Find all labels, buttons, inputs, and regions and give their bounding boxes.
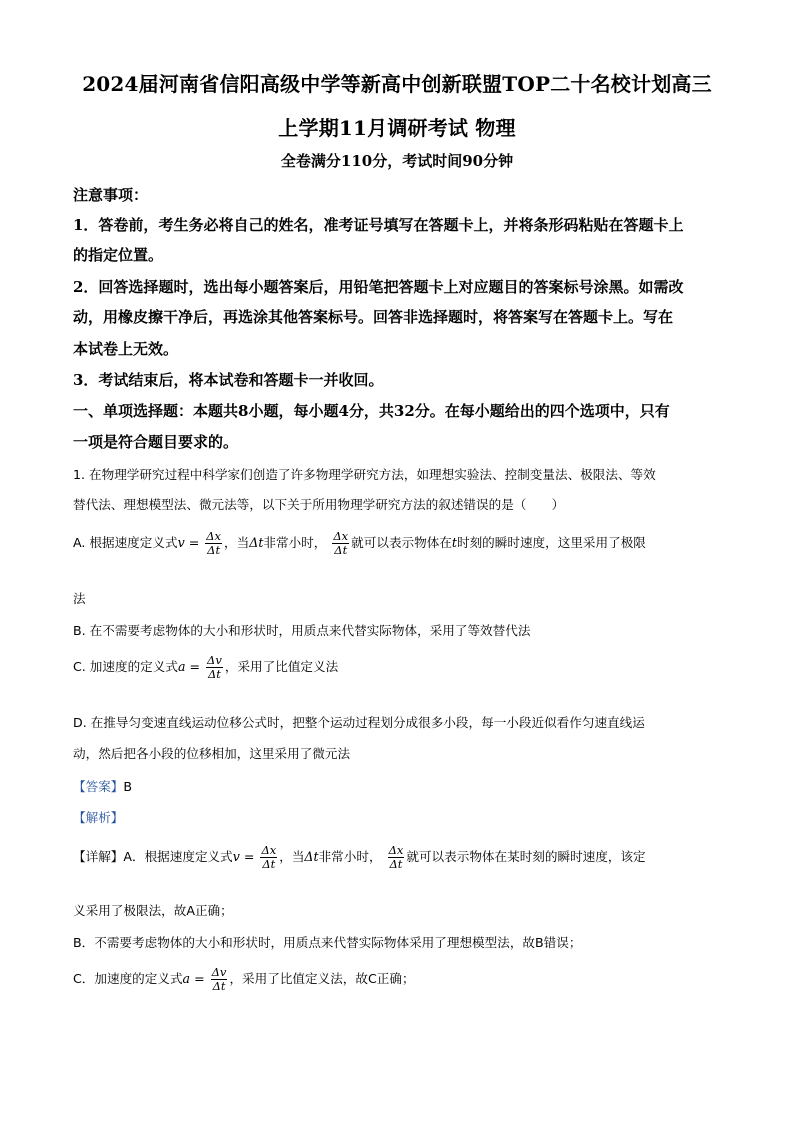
title-line-1: 2024届河南省信阳高级中学等新高中创新联盟TOP二十名校计划高三: [82, 72, 712, 96]
detail-a-post: 就可以表示物体在某时刻的瞬时速度，该定: [406, 849, 646, 865]
detail-b: B．不需要考虑物体的大小和形状时，用质点来代替实际物体采用了理想模型法，故B错误；: [73, 935, 582, 950]
acceleration-symbol: a: [182, 971, 191, 987]
option-a-mid2: 非常小时，: [263, 535, 327, 551]
time-symbol: t: [451, 535, 457, 551]
fraction-dv-dt: [206, 654, 223, 681]
option-a-post: 就可以表示物体在: [351, 535, 452, 551]
option-d-line-2: 动，然后把各小段的位移相加，这里采用了微元法: [73, 746, 351, 761]
answer-value: B: [123, 779, 133, 794]
fraction-dx-dt: [205, 530, 222, 557]
fraction-numerator: Δv: [211, 965, 227, 979]
equals-sign: =: [190, 971, 209, 987]
acceleration-symbol: a: [177, 659, 186, 675]
detail-label: 【详解】: [73, 849, 124, 865]
title-line-2: 上学期11月调研考试 物理: [278, 116, 516, 140]
note-1-line-2: 的指定位置。: [73, 246, 164, 264]
option-b: B. 在不需要考虑物体的大小和形状时，用质点来代替实际物体，采用了等效替代法: [73, 623, 531, 638]
fraction-dv-dt: [211, 966, 228, 993]
note-2-line-1: 2．回答选择题时，选出每小题答案后，用铅笔把答题卡上对应题目的答案标号涂黑。如需改: [73, 278, 684, 296]
answer: [73, 776, 132, 795]
detail-a-line-2: 义采用了极限法，故A正确；: [73, 903, 233, 918]
fraction-dx-dt: [260, 844, 277, 871]
detail-c-pre: C．加速度的定义式: [73, 971, 183, 987]
analysis-label: 【解析】: [73, 810, 124, 825]
option-a-line-2: 法: [73, 591, 86, 606]
note-3: 3．考试结束后，将本试卷和答题卡一并收回。: [73, 371, 384, 389]
fraction-numerator: Δv: [207, 653, 222, 667]
option-a: [73, 530, 646, 557]
question-1-stem-line-2: 替代法、理想模型法、微元法等，以下关于所用物理学研究方法的叙述错误的是（ ）: [73, 497, 565, 512]
option-a-post2: 时刻的瞬时速度，这里采用了极限: [456, 535, 646, 551]
option-d-line-1: D. 在推导匀变速直线运动位移公式时，把整个运动过程划分成很多小段，每一小段近似看作匀速直线运: [73, 715, 645, 730]
note-2-line-3: 本试卷上无效。: [73, 340, 179, 358]
delta-t-symbol: Δt: [249, 535, 264, 551]
option-c: [73, 654, 338, 681]
equals-sign: =: [239, 849, 259, 865]
exam-subtitle: 全卷满分110分，考试时间90分钟: [280, 152, 514, 170]
option-a-mid: ，当: [224, 535, 250, 551]
velocity-symbol: v: [177, 535, 185, 551]
fraction-dx-dt: [332, 530, 349, 557]
equals-sign: =: [185, 659, 205, 675]
option-c-pre: C. 加速度的定义式: [73, 659, 178, 675]
note-1-line-1: 1．答卷前，考生务必将自己的姓名，准考证号填写在答题卡上，并将条形码粘贴在答题卡上: [73, 216, 684, 234]
fraction-numerator: Δx: [333, 529, 349, 543]
fraction-denominator: Δt: [207, 667, 221, 682]
fraction-numerator: Δx: [206, 529, 222, 543]
fraction-denominator: Δt: [334, 543, 348, 558]
detail-a-mid: ，当: [279, 849, 305, 865]
fraction-denominator: Δt: [212, 979, 226, 994]
detail-c-post: ，采用了比值定义法，故C正确；: [229, 971, 415, 987]
question-1-stem-line-1: 1. 在物理学研究过程中科学家们创造了许多物理学研究方法，如理想实验法、控制变量法、极限法、等效: [73, 467, 656, 482]
fraction-denominator: Δt: [262, 857, 276, 872]
fraction-dx-dt: [388, 844, 405, 871]
delta-t-symbol: Δt: [304, 849, 319, 865]
option-a-pre: A. 根据速度定义式: [73, 535, 178, 551]
note-2-line-2: 动，用橡皮擦干净后，再选涂其他答案标号。回答非选择题时，将答案写在答题卡上。写在: [73, 308, 674, 326]
detail-a: [73, 844, 646, 871]
fraction-numerator: Δx: [261, 843, 277, 857]
answer-label: 【答案】: [73, 779, 124, 794]
velocity-symbol: v: [232, 849, 240, 865]
detail-a-pre: A．根据速度定义式: [123, 849, 233, 865]
notes-heading: 注意事项：: [73, 186, 149, 204]
section-1-line-1: 一、单项选择题：本题共8小题，每小题4分，共32分。在每小题给出的四个选项中，只有: [73, 402, 670, 420]
fraction-denominator: Δt: [389, 857, 403, 872]
equals-sign: =: [184, 535, 204, 551]
section-1-line-2: 一项是符合题目要求的。: [73, 433, 239, 451]
fraction-denominator: Δt: [207, 543, 221, 558]
detail-a-mid2: 非常小时，: [318, 849, 382, 865]
option-c-post: ，采用了比值定义法: [224, 659, 339, 675]
fraction-numerator: Δx: [388, 843, 404, 857]
detail-c: [73, 966, 415, 993]
